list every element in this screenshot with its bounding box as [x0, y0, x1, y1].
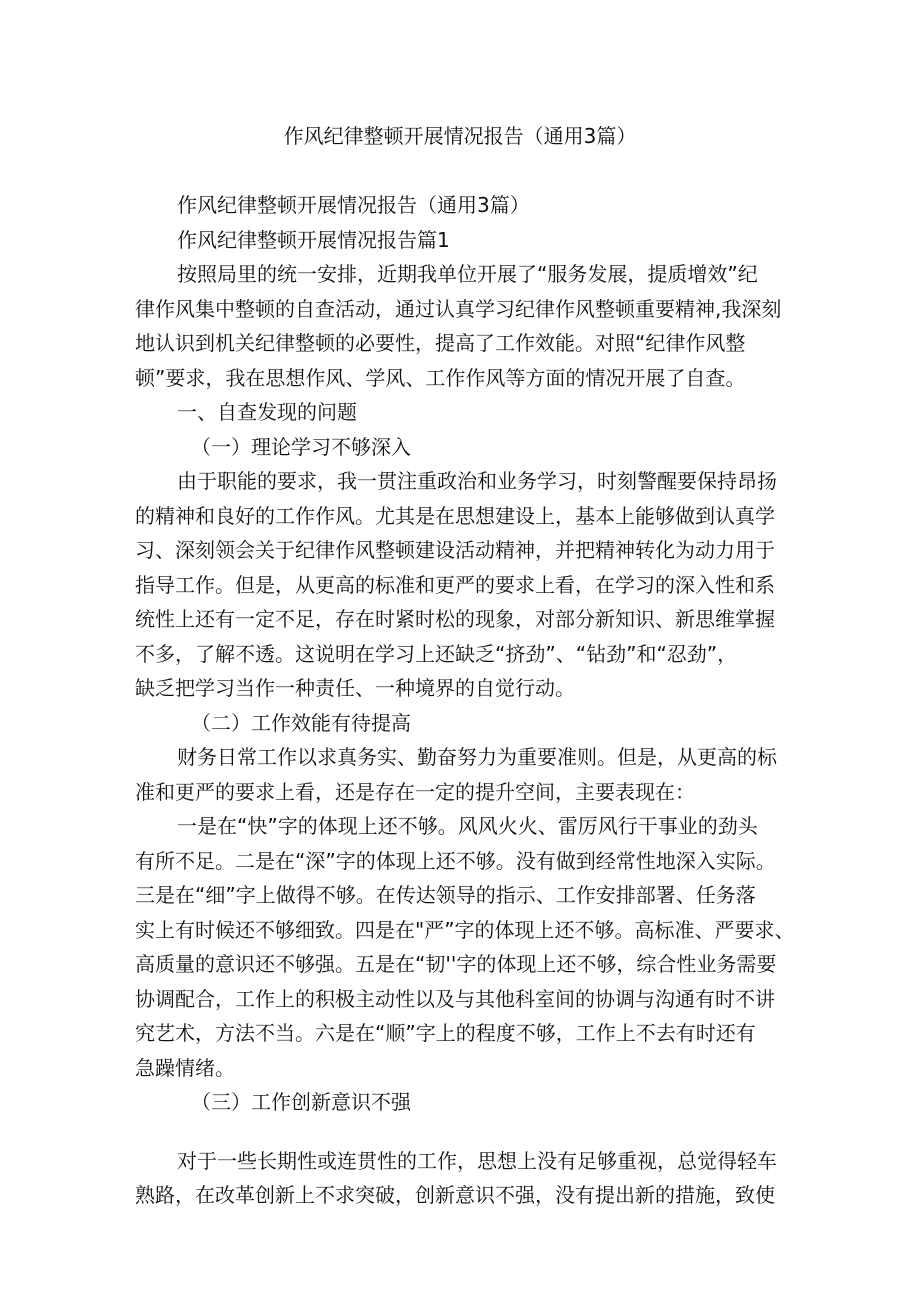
paragraph-line: 统性上还有一定不足，存在时紧时松的现象，对部分新知识、新思维掌握 — [135, 607, 775, 631]
subtitle-line: 作风纪律整顿开展情况报告（通用3篇） — [177, 193, 530, 217]
paragraph-line: 缺乏把学习当作一种责任、一种境界的自觉行动。 — [135, 676, 575, 700]
paragraph-line: 高质量的意识还不够强。五是在“韧''字的体现上还不够，综合性业务需要 — [135, 952, 777, 976]
paragraph-gap — [135, 1120, 795, 1144]
paragraph-line: 律作风集中整顿的自查活动，通过认真学习纪律作风整顿重要精神,我深刻 — [135, 296, 782, 321]
paragraph-line: 财务日常工作以求真务实、勤奋努力为重要准则。但是，从更高的标 — [177, 745, 777, 769]
paragraph-line: 一是在“快”字的体现上还不够。风风火火、雷厉风行干事业的劲头 — [177, 814, 758, 838]
paragraph-line: 究艺术，方法不当。六是在“顺”字上的程度不够，工作上不去有时还有 — [135, 1021, 756, 1045]
paragraph-line: 地认识到机关纪律整顿的必要性，提高了工作效能。对照“纪律作风整 — [135, 331, 746, 355]
paragraph-line: 顿”要求，我在思想作风、学风、工作作风等方面的情况开展了自查。 — [135, 365, 746, 390]
paragraph-line: 协调配合，工作上的积极主动性以及与其他科室间的协调与沟通有时不讲 — [135, 986, 775, 1011]
paragraph-line: 有所不足。二是在“深”字的体现上还不够。没有做到经常性地深入实际。 — [135, 848, 776, 873]
paragraph-line: 三是在“细”字上做得不够。在传达领导的指示、工作安排部署、任务落 — [135, 883, 756, 907]
paragraph-line: 熟路，在改革创新上不求突破，创新意识不强，没有提出新的措施，致使 — [135, 1183, 775, 1207]
heading-line: 一、自查发现的问题 — [177, 400, 357, 424]
subheading-line: （三）工作创新意识不强 — [191, 1090, 411, 1114]
paragraph-line: 由于职能的要求，我一贯注重政治和业务学习，时刻警醒要保持昂扬 — [177, 469, 777, 493]
paragraph-line: 准和更严的要求上看，还是存在一定的提升空间，主要表现在： — [135, 779, 695, 804]
paragraph-line: 按照局里的统一安排，近期我单位开展了“服务发展，提质增效”纪 — [177, 262, 758, 286]
document-body — [135, 188, 795, 1213]
paragraph-line: 的精神和良好的工作作风。尤其是在思想建设上，基本上能够做到认真学 — [135, 503, 775, 528]
section-title-line: 作风纪律整顿开展情况报告篇1 — [177, 227, 450, 252]
subheading-line: （二）工作效能有待提高 — [191, 710, 411, 735]
document-title: 作风纪律整顿开展情况报告（通用3篇） — [283, 124, 637, 148]
paragraph-line: 不多，了解不透。这说明在学习上还缺乏“挤劲”、“钻劲”和“忍劲”， — [135, 641, 738, 666]
subheading-line: （一）理论学习不够深入 — [191, 434, 411, 459]
paragraph-line: 对于一些长期性或连贯性的工作，思想上没有足够重视，总觉得轻车 — [177, 1148, 777, 1173]
paragraph-line: 指导工作。但是，从更高的标准和更严的要求上看，在学习的深入性和系 — [135, 572, 775, 597]
paragraph-line: 急躁情绪。 — [135, 1055, 235, 1080]
paragraph-line: 习、深刻领会关于纪律作风整顿建设活动精神，并把精神转化为动力用于 — [135, 538, 775, 562]
paragraph-line: 实上有时候还不够细致。四是在"严”字的体现上还不够。高标准、严要求、 — [135, 917, 795, 942]
